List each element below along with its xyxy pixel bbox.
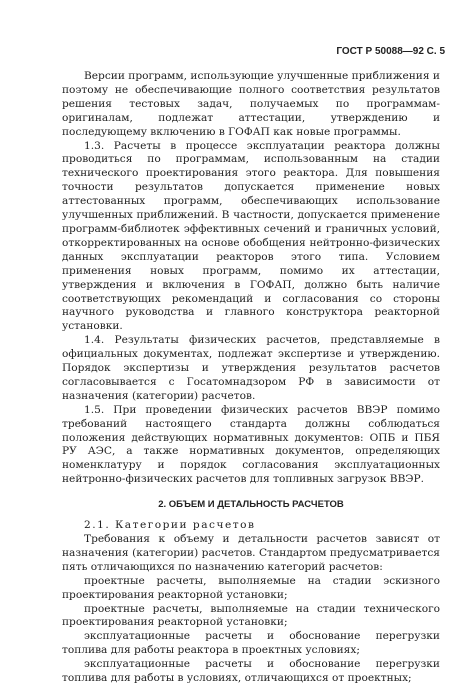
paragraph: 1.4. Результаты физических расчетов, представляемые в официальных документах, подлежат экспертизе и утверждению. Порядок экспертизы и утверждения результатов расчетов согласовывается с Госатомнадзором РФ в зависимости от назначения (категории) расчетов.: [62, 334, 440, 402]
paragraph: проектные расчеты, выполняемые на стадии технического проектирования реакторной установки;: [62, 602, 440, 629]
paragraph: эксплуатационные расчеты и обоснование перегрузки топлива для работы реактора в проектных условиях;: [62, 630, 440, 657]
page-header: ГОСТ Р 50088—92 С. 5: [336, 46, 445, 57]
paragraph: Требования к объему и детальности расчетов зависят от назначения (категории) расчетов. Стандартом предусматривается пять отличающихся по назначению категорий расчетов:: [62, 533, 440, 573]
section-title: 2. ОБЪЕМ И ДЕТАЛЬНОСТЬ РАСЧЕТОВ: [158, 499, 344, 511]
document-body: [62, 70, 440, 686]
paragraph: 1.5. При проведении физических расчетов ВВЭР помимо требований настоящего стандарта должны соблюдаться положения действующих нормативных документов: ОПБ и ПБЯ РУ АЭС, а также нормативных документов, определяющих номенклатуру и порядок согласования эксплуатационных нейтронно-физических расчетов для топливных загрузок ВВЭР.: [62, 403, 440, 486]
subsection-title: 2.1. Категории расчетов: [84, 519, 256, 532]
paragraph: Версии программ, использующие улучшенные приближения и поэтому не обеспечивающие полного соответствия результатов решения тестовых задач, получаемых по программам-оригиналам, подлежат аттестации, утверждению и последующему включению в ГОФАП как новые программы.: [62, 70, 440, 138]
paragraph: эксплуатационные расчеты и обоснование перегрузки топлива для работы в условиях, отличающихся от проектных;: [62, 658, 440, 685]
paragraph: проектные расчеты, выполняемые на стадии эскизного проектирования реакторной установки;: [62, 574, 440, 601]
paragraph: 1.3. Расчеты в процессе эксплуатации реактора должны проводиться по программам, использованным на стадии технического проектирования этого реактора. Для повышения точности результатов допускается применение новых аттестованных программ, обеспечивающих использование улучшенных приближений. В частности, допускается применение программ-библиотек эффективных сечений и граничных условий, откорректированных на основе обобщения нейтронно-физических данных эксплуатации реакторов этого типа. Условием применения новых программ, помимо их аттестации, утверждения и включения в ГОФАП, должно быть наличие соответствующих рекомендаций и согласования со стороны научного руководства и главного конструктора реакторной установки.: [62, 139, 440, 333]
